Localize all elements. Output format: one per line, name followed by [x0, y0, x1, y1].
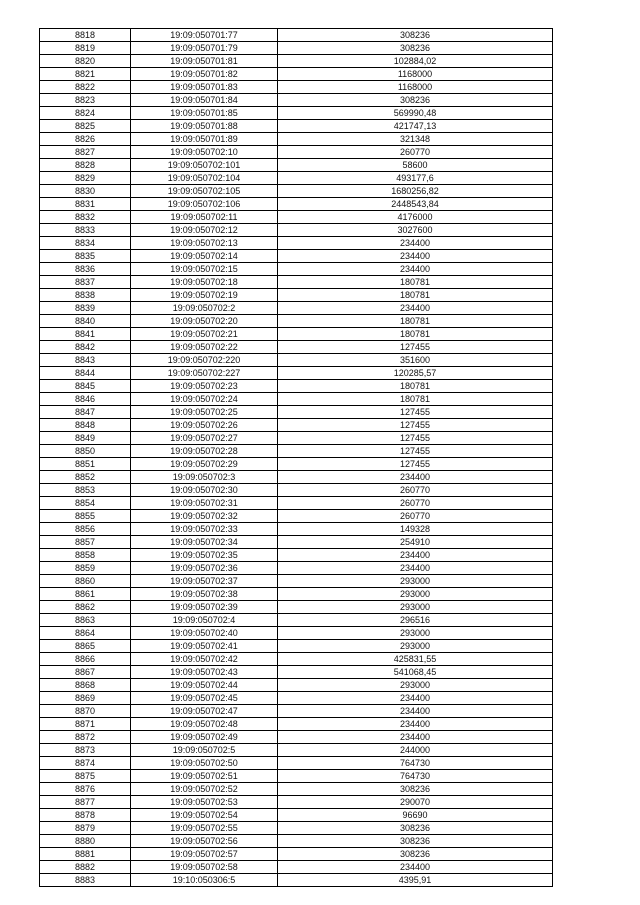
- cadastral-number-cell: 19:09:050702:25: [131, 406, 278, 419]
- cadastral-number-cell: 19:09:050702:26: [131, 419, 278, 432]
- table-row: [40, 367, 553, 380]
- value-cell: 234400: [278, 250, 553, 263]
- table-row: [40, 68, 553, 81]
- row-number-cell: 8842: [40, 341, 131, 354]
- table-row: [40, 107, 553, 120]
- value-cell: 127455: [278, 432, 553, 445]
- cadastral-number-cell: 19:09:050702:105: [131, 185, 278, 198]
- table-row: [40, 185, 553, 198]
- value-cell: 293000: [278, 588, 553, 601]
- row-number-cell: 8871: [40, 718, 131, 731]
- row-number-cell: 8868: [40, 679, 131, 692]
- row-number-cell: 8827: [40, 146, 131, 159]
- value-cell: 293000: [278, 575, 553, 588]
- cadastral-number-cell: 19:09:050702:12: [131, 224, 278, 237]
- value-cell: 234400: [278, 549, 553, 562]
- table-row: [40, 679, 553, 692]
- cadastral-number-cell: 19:09:050702:33: [131, 523, 278, 536]
- value-cell: 308236: [278, 29, 553, 42]
- table-row: [40, 731, 553, 744]
- row-number-cell: 8881: [40, 848, 131, 861]
- value-cell: 180781: [278, 276, 553, 289]
- value-cell: 421747,13: [278, 120, 553, 133]
- value-cell: 308236: [278, 42, 553, 55]
- cadastral-number-cell: 19:09:050702:21: [131, 328, 278, 341]
- row-number-cell: 8860: [40, 575, 131, 588]
- row-number-cell: 8859: [40, 562, 131, 575]
- value-cell: 58600: [278, 159, 553, 172]
- table-row: [40, 146, 553, 159]
- row-number-cell: 8844: [40, 367, 131, 380]
- cadastral-number-cell: 19:09:050702:4: [131, 614, 278, 627]
- row-number-cell: 8867: [40, 666, 131, 679]
- table-row: [40, 315, 553, 328]
- table-row: [40, 822, 553, 835]
- value-cell: 764730: [278, 757, 553, 770]
- row-number-cell: 8856: [40, 523, 131, 536]
- table-row: [40, 835, 553, 848]
- cadastral-number-cell: 19:09:050702:19: [131, 289, 278, 302]
- cadastral-number-cell: 19:09:050702:37: [131, 575, 278, 588]
- cadastral-number-cell: 19:09:050701:85: [131, 107, 278, 120]
- row-number-cell: 8834: [40, 237, 131, 250]
- row-number-cell: 8820: [40, 55, 131, 68]
- row-number-cell: 8828: [40, 159, 131, 172]
- row-number-cell: 8854: [40, 497, 131, 510]
- cadastral-number-cell: 19:09:050702:44: [131, 679, 278, 692]
- value-cell: 541068,45: [278, 666, 553, 679]
- table-row: [40, 523, 553, 536]
- value-cell: 2448543,84: [278, 198, 553, 211]
- row-number-cell: 8858: [40, 549, 131, 562]
- table-row: [40, 809, 553, 822]
- cadastral-number-cell: 19:09:050702:18: [131, 276, 278, 289]
- row-number-cell: 8855: [40, 510, 131, 523]
- row-number-cell: 8879: [40, 822, 131, 835]
- cadastral-number-cell: 19:09:050702:53: [131, 796, 278, 809]
- value-cell: 180781: [278, 393, 553, 406]
- table-row: [40, 653, 553, 666]
- table-row: [40, 341, 553, 354]
- table-row: [40, 29, 553, 42]
- cadastral-number-cell: 19:09:050702:42: [131, 653, 278, 666]
- value-cell: 308236: [278, 848, 553, 861]
- cadastral-number-cell: 19:09:050702:51: [131, 770, 278, 783]
- row-number-cell: 8876: [40, 783, 131, 796]
- table-row: [40, 133, 553, 146]
- row-number-cell: 8825: [40, 120, 131, 133]
- value-cell: 180781: [278, 328, 553, 341]
- value-cell: 3027600: [278, 224, 553, 237]
- table-row: [40, 159, 553, 172]
- table-row: [40, 432, 553, 445]
- cadastral-number-cell: 19:10:050306:5: [131, 874, 278, 887]
- table-row: [40, 575, 553, 588]
- table-row: [40, 757, 553, 770]
- table-row: [40, 55, 553, 68]
- cadastral-number-cell: 19:09:050702:50: [131, 757, 278, 770]
- cadastral-number-cell: 19:09:050702:36: [131, 562, 278, 575]
- value-cell: 234400: [278, 263, 553, 276]
- cadastral-number-cell: 19:09:050702:39: [131, 601, 278, 614]
- value-cell: 234400: [278, 692, 553, 705]
- row-number-cell: 8883: [40, 874, 131, 887]
- value-cell: 425831,55: [278, 653, 553, 666]
- cadastral-number-cell: 19:09:050701:82: [131, 68, 278, 81]
- cadastral-number-cell: 19:09:050701:83: [131, 81, 278, 94]
- table-row: [40, 419, 553, 432]
- value-cell: 234400: [278, 471, 553, 484]
- cadastral-number-cell: 19:09:050702:32: [131, 510, 278, 523]
- table-row: [40, 796, 553, 809]
- table-row: [40, 718, 553, 731]
- value-cell: 180781: [278, 380, 553, 393]
- table-row: [40, 94, 553, 107]
- cadastral-number-cell: 19:09:050702:54: [131, 809, 278, 822]
- value-cell: 260770: [278, 146, 553, 159]
- cadastral-number-cell: 19:09:050702:20: [131, 315, 278, 328]
- value-cell: 293000: [278, 627, 553, 640]
- cadastral-number-cell: 19:09:050702:55: [131, 822, 278, 835]
- table-row: [40, 42, 553, 55]
- value-cell: 569990,48: [278, 107, 553, 120]
- value-cell: 296516: [278, 614, 553, 627]
- cadastral-number-cell: 19:09:050702:52: [131, 783, 278, 796]
- cadastral-number-cell: 19:09:050702:24: [131, 393, 278, 406]
- table-row: [40, 211, 553, 224]
- cadastral-number-cell: 19:09:050702:106: [131, 198, 278, 211]
- cadastral-number-cell: 19:09:050702:56: [131, 835, 278, 848]
- value-cell: 234400: [278, 705, 553, 718]
- row-number-cell: 8861: [40, 588, 131, 601]
- value-cell: 308236: [278, 822, 553, 835]
- value-cell: 244000: [278, 744, 553, 757]
- table-row: [40, 640, 553, 653]
- value-cell: 1680256,82: [278, 185, 553, 198]
- value-cell: 260770: [278, 510, 553, 523]
- row-number-cell: 8843: [40, 354, 131, 367]
- cadastral-number-cell: 19:09:050702:2: [131, 302, 278, 315]
- cadastral-number-cell: 19:09:050702:22: [131, 341, 278, 354]
- table-row: [40, 289, 553, 302]
- cadastral-number-cell: 19:09:050702:5: [131, 744, 278, 757]
- table-row: [40, 874, 553, 887]
- table-row: [40, 614, 553, 627]
- value-cell: 127455: [278, 406, 553, 419]
- table-row: [40, 276, 553, 289]
- table-row: [40, 237, 553, 250]
- cadastral-number-cell: 19:09:050702:41: [131, 640, 278, 653]
- document-page: [39, 28, 551, 887]
- value-cell: 234400: [278, 718, 553, 731]
- row-number-cell: 8878: [40, 809, 131, 822]
- cadastral-number-cell: 19:09:050702:34: [131, 536, 278, 549]
- row-number-cell: 8863: [40, 614, 131, 627]
- table-row: [40, 666, 553, 679]
- value-cell: 293000: [278, 601, 553, 614]
- table-row: [40, 328, 553, 341]
- value-cell: 293000: [278, 640, 553, 653]
- row-number-cell: 8882: [40, 861, 131, 874]
- table-row: [40, 861, 553, 874]
- value-cell: 234400: [278, 562, 553, 575]
- row-number-cell: 8831: [40, 198, 131, 211]
- cadastral-number-cell: 19:09:050702:27: [131, 432, 278, 445]
- row-number-cell: 8869: [40, 692, 131, 705]
- row-number-cell: 8862: [40, 601, 131, 614]
- cadastral-number-cell: 19:09:050702:31: [131, 497, 278, 510]
- cadastral-number-cell: 19:09:050702:13: [131, 237, 278, 250]
- value-cell: 149328: [278, 523, 553, 536]
- cadastral-number-cell: 19:09:050702:43: [131, 666, 278, 679]
- cadastral-number-cell: 19:09:050701:79: [131, 42, 278, 55]
- table-row: [40, 562, 553, 575]
- table-row: [40, 393, 553, 406]
- cadastral-number-cell: 19:09:050702:58: [131, 861, 278, 874]
- row-number-cell: 8874: [40, 757, 131, 770]
- row-number-cell: 8852: [40, 471, 131, 484]
- value-cell: 120285,57: [278, 367, 553, 380]
- value-cell: 234400: [278, 731, 553, 744]
- row-number-cell: 8872: [40, 731, 131, 744]
- row-number-cell: 8857: [40, 536, 131, 549]
- cadastral-number-cell: 19:09:050702:227: [131, 367, 278, 380]
- table-row: [40, 198, 553, 211]
- cadastral-number-cell: 19:09:050702:29: [131, 458, 278, 471]
- value-cell: 180781: [278, 289, 553, 302]
- value-cell: 290070: [278, 796, 553, 809]
- table-row: [40, 770, 553, 783]
- table-body: [40, 29, 553, 887]
- cadastral-number-cell: 19:09:050701:77: [131, 29, 278, 42]
- row-number-cell: 8818: [40, 29, 131, 42]
- value-cell: 96690: [278, 809, 553, 822]
- value-cell: 1168000: [278, 81, 553, 94]
- cadastral-number-cell: 19:09:050702:45: [131, 692, 278, 705]
- row-number-cell: 8864: [40, 627, 131, 640]
- row-number-cell: 8832: [40, 211, 131, 224]
- table-row: [40, 250, 553, 263]
- row-number-cell: 8836: [40, 263, 131, 276]
- row-number-cell: 8830: [40, 185, 131, 198]
- row-number-cell: 8866: [40, 653, 131, 666]
- table-row: [40, 471, 553, 484]
- table-row: [40, 783, 553, 796]
- row-number-cell: 8824: [40, 107, 131, 120]
- table-row: [40, 497, 553, 510]
- cadastral-number-cell: 19:09:050702:14: [131, 250, 278, 263]
- value-cell: 4176000: [278, 211, 553, 224]
- row-number-cell: 8850: [40, 445, 131, 458]
- table-row: [40, 380, 553, 393]
- row-number-cell: 8840: [40, 315, 131, 328]
- table-row: [40, 445, 553, 458]
- row-number-cell: 8880: [40, 835, 131, 848]
- cadastral-number-cell: 19:09:050702:28: [131, 445, 278, 458]
- cadastral-number-cell: 19:09:050701:88: [131, 120, 278, 133]
- cadastral-number-cell: 19:09:050702:49: [131, 731, 278, 744]
- value-cell: 308236: [278, 835, 553, 848]
- value-cell: 321348: [278, 133, 553, 146]
- row-number-cell: 8870: [40, 705, 131, 718]
- row-number-cell: 8873: [40, 744, 131, 757]
- value-cell: 308236: [278, 94, 553, 107]
- value-cell: 127455: [278, 419, 553, 432]
- row-number-cell: 8821: [40, 68, 131, 81]
- row-number-cell: 8833: [40, 224, 131, 237]
- row-number-cell: 8838: [40, 289, 131, 302]
- table-row: [40, 510, 553, 523]
- value-cell: 493177,6: [278, 172, 553, 185]
- cadastral-number-cell: 19:09:050701:81: [131, 55, 278, 68]
- value-cell: 764730: [278, 770, 553, 783]
- value-cell: 102884,02: [278, 55, 553, 68]
- table-row: [40, 120, 553, 133]
- cadastral-number-cell: 19:09:050702:104: [131, 172, 278, 185]
- table-row: [40, 744, 553, 757]
- table-row: [40, 692, 553, 705]
- table-row: [40, 302, 553, 315]
- value-cell: 127455: [278, 458, 553, 471]
- row-number-cell: 8823: [40, 94, 131, 107]
- row-number-cell: 8835: [40, 250, 131, 263]
- value-cell: 293000: [278, 679, 553, 692]
- value-cell: 234400: [278, 237, 553, 250]
- row-number-cell: 8822: [40, 81, 131, 94]
- row-number-cell: 8853: [40, 484, 131, 497]
- value-cell: 260770: [278, 497, 553, 510]
- table-row: [40, 536, 553, 549]
- cadastral-number-cell: 19:09:050702:11: [131, 211, 278, 224]
- row-number-cell: 8826: [40, 133, 131, 146]
- cadastral-number-cell: 19:09:050702:48: [131, 718, 278, 731]
- row-number-cell: 8877: [40, 796, 131, 809]
- value-cell: 234400: [278, 861, 553, 874]
- value-cell: 308236: [278, 783, 553, 796]
- value-cell: 1168000: [278, 68, 553, 81]
- table-row: [40, 224, 553, 237]
- cadastral-number-cell: 19:09:050702:3: [131, 471, 278, 484]
- table-row: [40, 627, 553, 640]
- data-table: [39, 28, 553, 887]
- value-cell: 4395,91: [278, 874, 553, 887]
- row-number-cell: 8865: [40, 640, 131, 653]
- cadastral-number-cell: 19:09:050702:23: [131, 380, 278, 393]
- cadastral-number-cell: 19:09:050702:57: [131, 848, 278, 861]
- value-cell: 260770: [278, 484, 553, 497]
- row-number-cell: 8849: [40, 432, 131, 445]
- value-cell: 234400: [278, 302, 553, 315]
- row-number-cell: 8841: [40, 328, 131, 341]
- row-number-cell: 8875: [40, 770, 131, 783]
- cadastral-number-cell: 19:09:050702:35: [131, 549, 278, 562]
- table-row: [40, 588, 553, 601]
- cadastral-number-cell: 19:09:050702:15: [131, 263, 278, 276]
- value-cell: 180781: [278, 315, 553, 328]
- row-number-cell: 8837: [40, 276, 131, 289]
- value-cell: 127455: [278, 341, 553, 354]
- row-number-cell: 8819: [40, 42, 131, 55]
- cadastral-number-cell: 19:09:050702:30: [131, 484, 278, 497]
- table-row: [40, 406, 553, 419]
- cadastral-number-cell: 19:09:050702:101: [131, 159, 278, 172]
- table-row: [40, 81, 553, 94]
- cadastral-number-cell: 19:09:050702:38: [131, 588, 278, 601]
- cadastral-number-cell: 19:09:050702:220: [131, 354, 278, 367]
- row-number-cell: 8846: [40, 393, 131, 406]
- row-number-cell: 8829: [40, 172, 131, 185]
- table-row: [40, 549, 553, 562]
- value-cell: 254910: [278, 536, 553, 549]
- row-number-cell: 8848: [40, 419, 131, 432]
- row-number-cell: 8847: [40, 406, 131, 419]
- cadastral-number-cell: 19:09:050702:40: [131, 627, 278, 640]
- cadastral-number-cell: 19:09:050702:47: [131, 705, 278, 718]
- value-cell: 127455: [278, 445, 553, 458]
- table-row: [40, 354, 553, 367]
- row-number-cell: 8845: [40, 380, 131, 393]
- table-row: [40, 484, 553, 497]
- value-cell: 351600: [278, 354, 553, 367]
- cadastral-number-cell: 19:09:050701:84: [131, 94, 278, 107]
- table-row: [40, 263, 553, 276]
- table-row: [40, 458, 553, 471]
- cadastral-number-cell: 19:09:050701:89: [131, 133, 278, 146]
- table-row: [40, 601, 553, 614]
- cadastral-number-cell: 19:09:050702:10: [131, 146, 278, 159]
- table-row: [40, 172, 553, 185]
- table-row: [40, 848, 553, 861]
- table-row: [40, 705, 553, 718]
- row-number-cell: 8851: [40, 458, 131, 471]
- row-number-cell: 8839: [40, 302, 131, 315]
